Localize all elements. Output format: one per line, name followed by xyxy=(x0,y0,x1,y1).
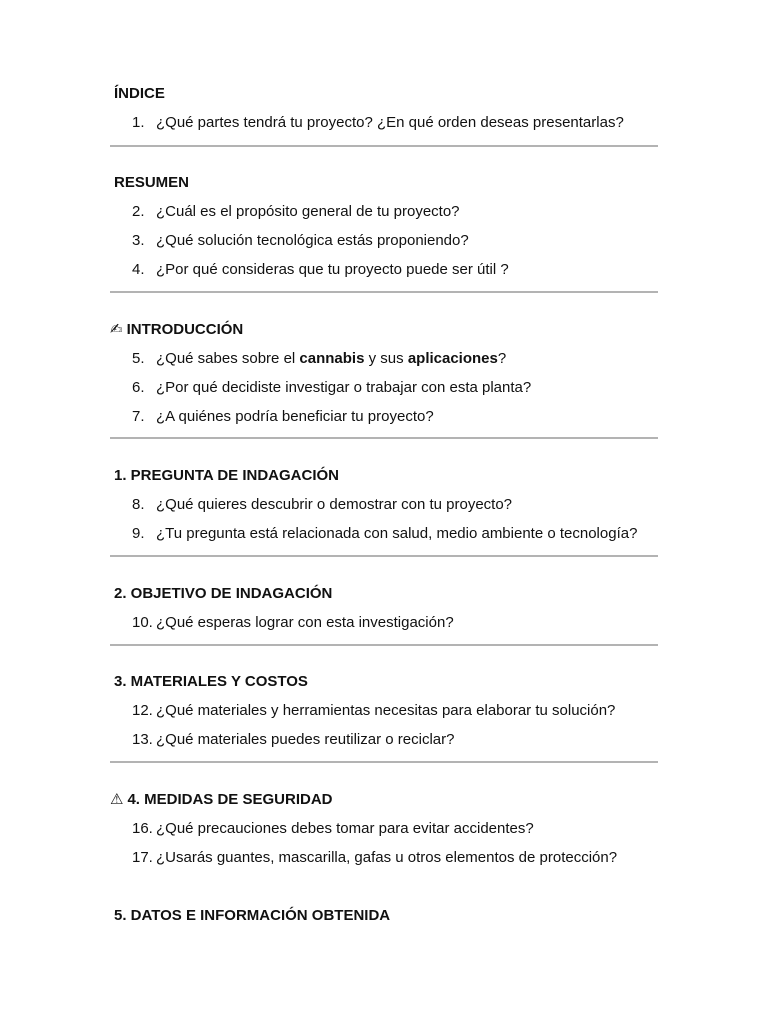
list-item xyxy=(110,730,658,750)
item-text: ¿Por qué decidiste investigar o trabajar con esta planta? xyxy=(156,379,532,396)
item-text: ¿Qué solución tecnológica estás proponiendo? xyxy=(156,232,469,249)
divider xyxy=(110,437,658,439)
list-item xyxy=(110,613,658,633)
item-number: 16. xyxy=(132,820,153,837)
section-title: 4. MEDIDAS DE SEGURIDAD xyxy=(127,791,333,808)
item-text: ¿Qué esperas lograr con esta investigación? xyxy=(156,614,454,631)
item-text: ¿Qué precauciones debes tomar para evitar accidentes? xyxy=(156,820,534,837)
section-title: 3. MATERIALES Y COSTOS xyxy=(114,673,308,690)
list-item xyxy=(110,231,658,251)
item-number: 5. xyxy=(132,350,145,367)
section-title: 5. DATOS E INFORMACIÓN OBTENIDA xyxy=(114,907,391,924)
item-number: 1. xyxy=(132,114,145,131)
section-heading xyxy=(110,584,658,604)
item-text: ¿Qué partes tendrá tu proyecto? ¿En qué orden deseas presentarlas? xyxy=(156,114,624,131)
section-introduccion xyxy=(110,320,658,427)
list-item xyxy=(110,524,658,544)
item-number: 13. xyxy=(132,731,153,748)
writing-hand-icon: ✍ xyxy=(110,321,123,338)
item-text: ¿Usarás guantes, mascarilla, gafas u otros elementos de protección? xyxy=(156,849,618,866)
section-title: INTRODUCCIÓN xyxy=(126,321,244,338)
list-item xyxy=(110,349,658,369)
item-text: ¿Qué materiales puedes reutilizar o reciclar? xyxy=(156,731,455,748)
section-indice xyxy=(110,84,658,133)
list-item xyxy=(110,113,658,133)
list-item xyxy=(110,202,658,222)
item-number: 17. xyxy=(132,849,153,866)
item-number: 10. xyxy=(132,614,153,631)
list-item xyxy=(110,819,658,839)
item-text-part: y sus xyxy=(364,350,408,367)
list-item xyxy=(110,701,658,721)
section-heading xyxy=(110,320,658,340)
divider xyxy=(110,555,658,557)
section-heading xyxy=(110,906,658,926)
section-materiales xyxy=(110,672,658,750)
item-text: ¿Qué materiales y herramientas necesitas para elaborar tu solución? xyxy=(156,702,616,719)
bold-term: aplicaciones xyxy=(407,350,498,367)
section-heading xyxy=(110,790,658,810)
item-text xyxy=(156,349,506,369)
item-number: 7. xyxy=(132,408,145,425)
section-resumen xyxy=(110,173,658,280)
section-pregunta xyxy=(110,466,658,544)
section-title: 2. OBJETIVO DE INDAGACIÓN xyxy=(114,585,333,602)
item-number: 9. xyxy=(132,525,145,542)
divider xyxy=(110,761,658,763)
section-seguridad xyxy=(110,790,658,868)
list-item xyxy=(110,495,658,515)
section-heading xyxy=(110,672,658,692)
item-number: 8. xyxy=(132,496,145,513)
list-item xyxy=(110,378,658,398)
section-title: RESUMEN xyxy=(114,174,190,191)
warning-icon: ⚠ xyxy=(110,791,124,808)
item-number: 3. xyxy=(132,232,145,249)
divider xyxy=(110,291,658,293)
divider xyxy=(110,145,658,147)
item-text: ¿Cuál es el propósito general de tu proyecto? xyxy=(156,203,460,220)
item-text: ¿Por qué consideras que tu proyecto puede ser útil ? xyxy=(156,261,509,278)
item-number: 2. xyxy=(132,203,145,220)
item-text: ¿Tu pregunta está relacionada con salud, medio ambiente o tecnología? xyxy=(156,525,638,542)
item-number: 6. xyxy=(132,379,145,396)
list-item xyxy=(110,407,658,427)
section-title: ÍNDICE xyxy=(114,85,165,102)
section-title: 1. PREGUNTA DE INDAGACIÓN xyxy=(114,467,340,484)
bold-term: cannabis xyxy=(299,350,365,367)
item-text-part: ¿Qué sabes sobre el xyxy=(156,350,300,367)
item-number: 12. xyxy=(132,702,153,719)
divider xyxy=(110,644,658,646)
section-datos xyxy=(110,906,658,926)
section-objetivo xyxy=(110,584,658,633)
section-heading xyxy=(110,466,658,486)
item-text: ¿A quiénes podría beneficiar tu proyecto? xyxy=(156,408,434,425)
list-item xyxy=(110,848,658,868)
item-number: 4. xyxy=(132,261,145,278)
section-heading xyxy=(110,173,658,193)
list-item xyxy=(110,260,658,280)
item-text-part: ? xyxy=(497,350,507,367)
section-heading xyxy=(110,84,658,104)
item-text: ¿Qué quieres descubrir o demostrar con tu proyecto? xyxy=(156,496,513,513)
